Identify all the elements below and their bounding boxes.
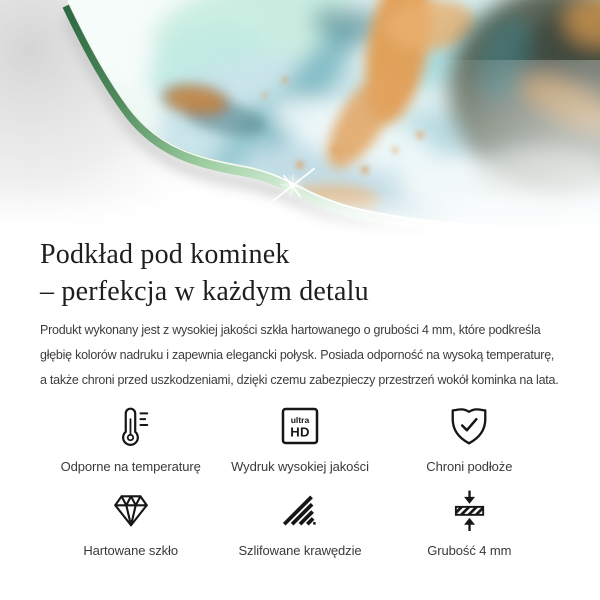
feature-print-quality (215, 405, 384, 475)
thermometer-icon (110, 405, 152, 447)
title-line-2: – perfekcja w każdym detalu (40, 276, 369, 307)
right-fade (330, 60, 600, 236)
feature-label: Hartowane szkło (83, 543, 178, 558)
feature-grid (40, 405, 560, 559)
feature-label: Odporne na temperaturę (60, 459, 201, 474)
diamond-icon (110, 489, 152, 531)
feature-label: Szlifowane krawędzie (238, 543, 362, 558)
ultra-hd-badge-bottom-text: HD (290, 424, 310, 440)
ultra-hd-badge-top-text: ultra (290, 414, 310, 425)
feature-label: Chroni podłoże (426, 459, 513, 474)
description-line: głębię kolorów nadruku i zapewnia elegancki połysk. Posiada odporność na wysoką temperaturę, (40, 348, 555, 362)
shield-check-icon (448, 405, 490, 447)
feature-polished-edges (215, 489, 384, 559)
feature-tempered-glass (46, 489, 215, 559)
feature-temperature (46, 405, 215, 475)
glass-disc-illustration (0, 0, 600, 236)
feature-protects-floor (385, 405, 554, 475)
description-line: a także chroni przed uszkodzeniami, dzięki czemu zabezpieczy przestrzeń wokół kominka na lata. (40, 373, 559, 387)
ultra-hd-icon (279, 405, 321, 447)
product-hero-image (0, 0, 600, 236)
feature-thickness (385, 489, 554, 559)
page-title (40, 236, 560, 310)
polished-edges-icon (279, 489, 321, 531)
product-description-section (0, 236, 600, 559)
feature-label: Grubość 4 mm (427, 543, 512, 558)
title-line-1: Podkład pod kominek (40, 239, 290, 270)
description-line: Produkt wykonany jest z wysokiej jakości szkła hartowanego o grubości 4 mm, które podkreśla (40, 323, 541, 337)
product-description (40, 318, 560, 393)
thickness-icon (448, 489, 490, 531)
feature-label: Wydruk wysokiej jakości (231, 459, 369, 474)
